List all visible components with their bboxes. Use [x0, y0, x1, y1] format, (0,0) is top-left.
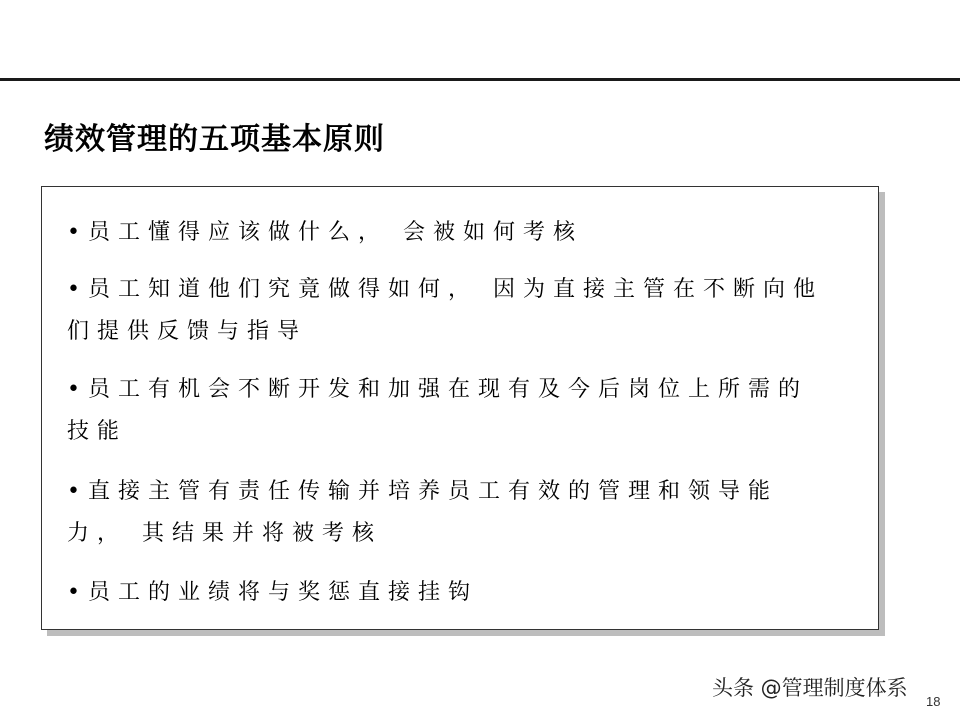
- watermark-text: 头条 @管理制度体系: [712, 676, 908, 700]
- top-divider: [0, 78, 960, 81]
- principle-item-4: •直接主管有责任传输并培养员工有效的管理和领导能力， 其结果并将被考核: [67, 479, 778, 546]
- principle-item-1: •员工懂得应该做什么， 会被如何考核: [67, 220, 583, 245]
- principle-item-3: •员工有机会不断开发和加强在现有及今后岗位上所需的技能: [67, 377, 808, 444]
- principle-item-2: •员工知道他们究竟做得如何， 因为直接主管在不断向他们提供反馈与指导: [67, 277, 823, 344]
- principle-item-5: •员工的业绩将与奖惩直接挂钩: [67, 580, 478, 605]
- slide-title: 绩效管理的五项基本原则: [44, 122, 385, 157]
- page-number: 18: [926, 694, 941, 709]
- principles-box: [41, 186, 879, 630]
